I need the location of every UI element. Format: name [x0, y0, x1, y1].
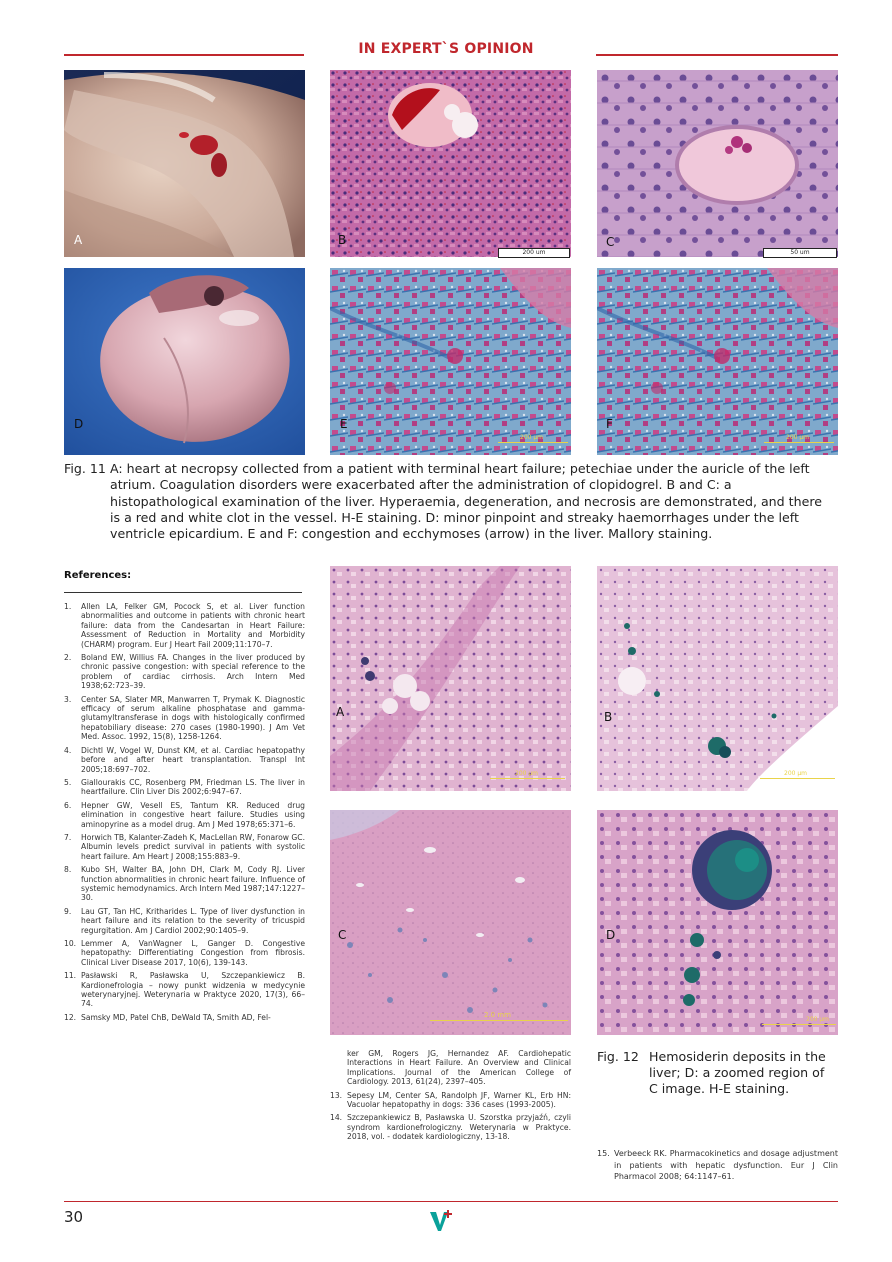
fig12-scale-d-text: 200 μm	[806, 1016, 830, 1023]
fig11-scale-e-text: 200 μm	[520, 434, 544, 441]
fig11-panel-f-image	[597, 268, 838, 455]
reference-item: 14. Szczepankiewicz B, Pasławska U. Szorstka przyjaźń, czyli syndrom kardionefrologiczny. Weterynaria w Praktyce. 2018, vol. - dodatek kardiologiczny, 13-18.	[330, 1113, 571, 1142]
fig11-label-e: E	[340, 417, 348, 431]
fig11-panel-c-image	[597, 70, 838, 257]
section-header: IN EXPERT`S OPINION	[358, 41, 534, 57]
fig12-caption-text: Hemosiderin deposits in the liver; D: a zoomed region of C image. H-E staining.	[649, 1049, 826, 1096]
fig11-panel-b-image	[330, 70, 571, 257]
fig11-scalebar-f	[764, 442, 834, 443]
fig12-label-d: D	[606, 928, 616, 942]
page-number: 30	[64, 1208, 84, 1226]
fig12-scalebar-a	[490, 778, 565, 779]
fig11-scalebar-b: 200 um	[498, 248, 570, 258]
fig12-caption	[597, 1049, 837, 1097]
reference-item: 3. Center SA, Slater MR, Manwarren T, Prymak K. Diagnostic efficacy of serum alkaline phosphatase and gamma-glutamyltransferase in dogs with histologically confirmed hepatobiliary disease: 270 cases (1980-1990). J Am Vet Med. Assoc. 1992, 15(8), 1258-1264.	[64, 694, 305, 742]
fig12-panel-c-image	[330, 810, 571, 1035]
reference-item: 12. Samsky MD, Patel ChB, DeWald TA, Smith AD, Fel-	[64, 1012, 271, 1022]
fig11-panel-d-image	[64, 268, 305, 455]
fig12-scale-c-text: 2.0 mm	[484, 1011, 511, 1019]
reference-item: 11. Pasławski R, Pasławska U, Szczepankiewicz B. Kardionefrologia – nowy punkt widzenia w medycynie weterynaryjnej. Weterynaria w Praktyce 2020, 17(3), 66–74.	[64, 971, 305, 1009]
fig12-panel-d-image	[597, 810, 838, 1035]
reference-item: 1. Allen LA, Felker GM, Pocock S, et al. Liver function abnormalities and outcome in patients with chronic heart failure: data from the Candesartan in Heart Failure: Assessment of Reduction in Mortality and Morbidity (CHARM) program. Eur J Heart Fail 2009;11:170–7.	[64, 602, 305, 649]
reference-item: 13. Sepesy LM, Center SA, Randolph JF, Warner KL, Erb HN: Vacuolar hepatopathy in dogs: 336 cases (1993-2005).	[330, 1090, 571, 1110]
fig11-panel-e-image	[330, 268, 571, 455]
fig12-label-b: B	[604, 710, 613, 724]
references-column-3	[597, 1148, 838, 1187]
reference-item: 9. Lau GT, Tan HC, Kritharides L. Type of liver dysfunction in heart failure and its relation to the severity of tricuspid regurgitation. Am J Cardiol 2002;90:1405–9.	[64, 906, 305, 935]
fig11-panel-a-image	[64, 70, 305, 257]
fig12-label-a: A	[336, 705, 345, 719]
reference-item: 8. Kubo SH, Walter BA, John DH, Clark M, Cody RJ. Liver function abnormalities in chronic heart failure. Influence of systemic hemodynamics. Arch Intern Med 1987;147:1227–30.	[64, 865, 305, 903]
vet-logo-icon	[428, 1208, 454, 1232]
reference-item: 15. Verbeeck RK. Pharmacokinetics and dosage adjustment in patients with hepatic dysfunction. Eur J Clin Pharmacol 2008; 64:1147–61.	[597, 1149, 838, 1181]
fig11-label-f: F	[606, 417, 613, 431]
fig12-label: Fig. 12	[597, 1049, 639, 1064]
fig12-label-c: C	[338, 928, 347, 942]
references-rule	[64, 592, 302, 593]
fig12-scalebar-b	[760, 778, 835, 779]
fig11-label-a: A	[74, 233, 83, 247]
fig11-scale-f-text: 200 μm	[786, 434, 810, 441]
fig11-label: Fig. 11	[64, 461, 106, 476]
reference-item: 7. Horwich TB, Kalanter-Zadeh K, MacLellan RW, Fonarow GC. Albumin levels predict survival in patients with systolic heart failure. Am Heart J 2008;155:883–9.	[64, 832, 305, 861]
footer-rule	[64, 1201, 838, 1202]
references-column-1	[64, 602, 305, 1026]
reference-item: 5. Giallourakis CC, Rosenberg PM, Friedman LS. The liver in heartfailure. Clin Liver Dis 2002;6:947–67.	[64, 777, 305, 797]
fig12-scale-a-text: 200 μm	[515, 770, 539, 777]
fig11-label-c: C	[606, 235, 615, 249]
fig12-scalebar-d	[762, 1024, 836, 1025]
fig12-scale-b-text: 200 μm	[784, 770, 808, 777]
fig11-label-b: B	[338, 233, 347, 247]
reference-item: 4. Dichtl W, Vogel W, Dunst KM, et al. Cardiac hepatopathy before and after heart transplantation. Transpl Int 2005;18:697–702.	[64, 745, 305, 774]
reference-item: 2. Boland EW, Willius FA. Changes in the liver produced by chronic passive congestion: with special reference to the problem of cardiac cirrhosis. Arch Intern Med 1938;62:723–39.	[64, 653, 305, 691]
fig12-panel-a-image	[330, 566, 571, 791]
references-heading: References:	[64, 570, 132, 581]
fig12-panel-b-image	[597, 566, 838, 791]
fig11-scalebar-e	[498, 442, 568, 443]
reference-item: 6. Hepner GW, Vesell ES, Tantum KR. Reduced drug elimination in congestive heart failure. Studies using aminopyrine as a model drug. Am J Med 1978;65:371–6.	[64, 800, 305, 829]
references-column-2	[330, 1049, 571, 1146]
fig11-caption	[64, 461, 834, 542]
header-rule-right	[596, 54, 838, 56]
reference-item-continued: ker GM, Rogers JG, Hernandez AF. Cardiohepatic Interactions in Heart Failure. An Overview and Clinical Implications. Journal of the American College of Cardiology. 2013, 61(24), 2397–405.	[347, 1049, 571, 1087]
fig11-label-d: D	[74, 417, 84, 431]
fig12-scalebar-c	[430, 1020, 568, 1021]
fig11-scalebar-c: 50 um	[763, 248, 837, 258]
reference-item: 10. Lemmer A, VanWagner L, Ganger D. Congestive hepatopathy: Differentiating Congestion from fibrosis. Clinical Liver Disease 2017, 10(6), 139-143.	[64, 939, 305, 967]
fig11-caption-text: A: heart at necropsy collected from a patient with terminal heart failure; petechiae under the auricle of the left atrium. Coagulation disorders were exacerbated after the administration of clopidogrel. B and C: a histopathological examination of the liver. Hyperaemia, degeneration, and necrosis are demonstrated, and there is a red and white clot in the vessel. H-E staining. D: minor pinpoint and streaky haemorrhages under the left ventricle epicardium. E and F: congestion and ecchymoses (arrow) in the liver. Mallory staining.	[110, 461, 822, 542]
